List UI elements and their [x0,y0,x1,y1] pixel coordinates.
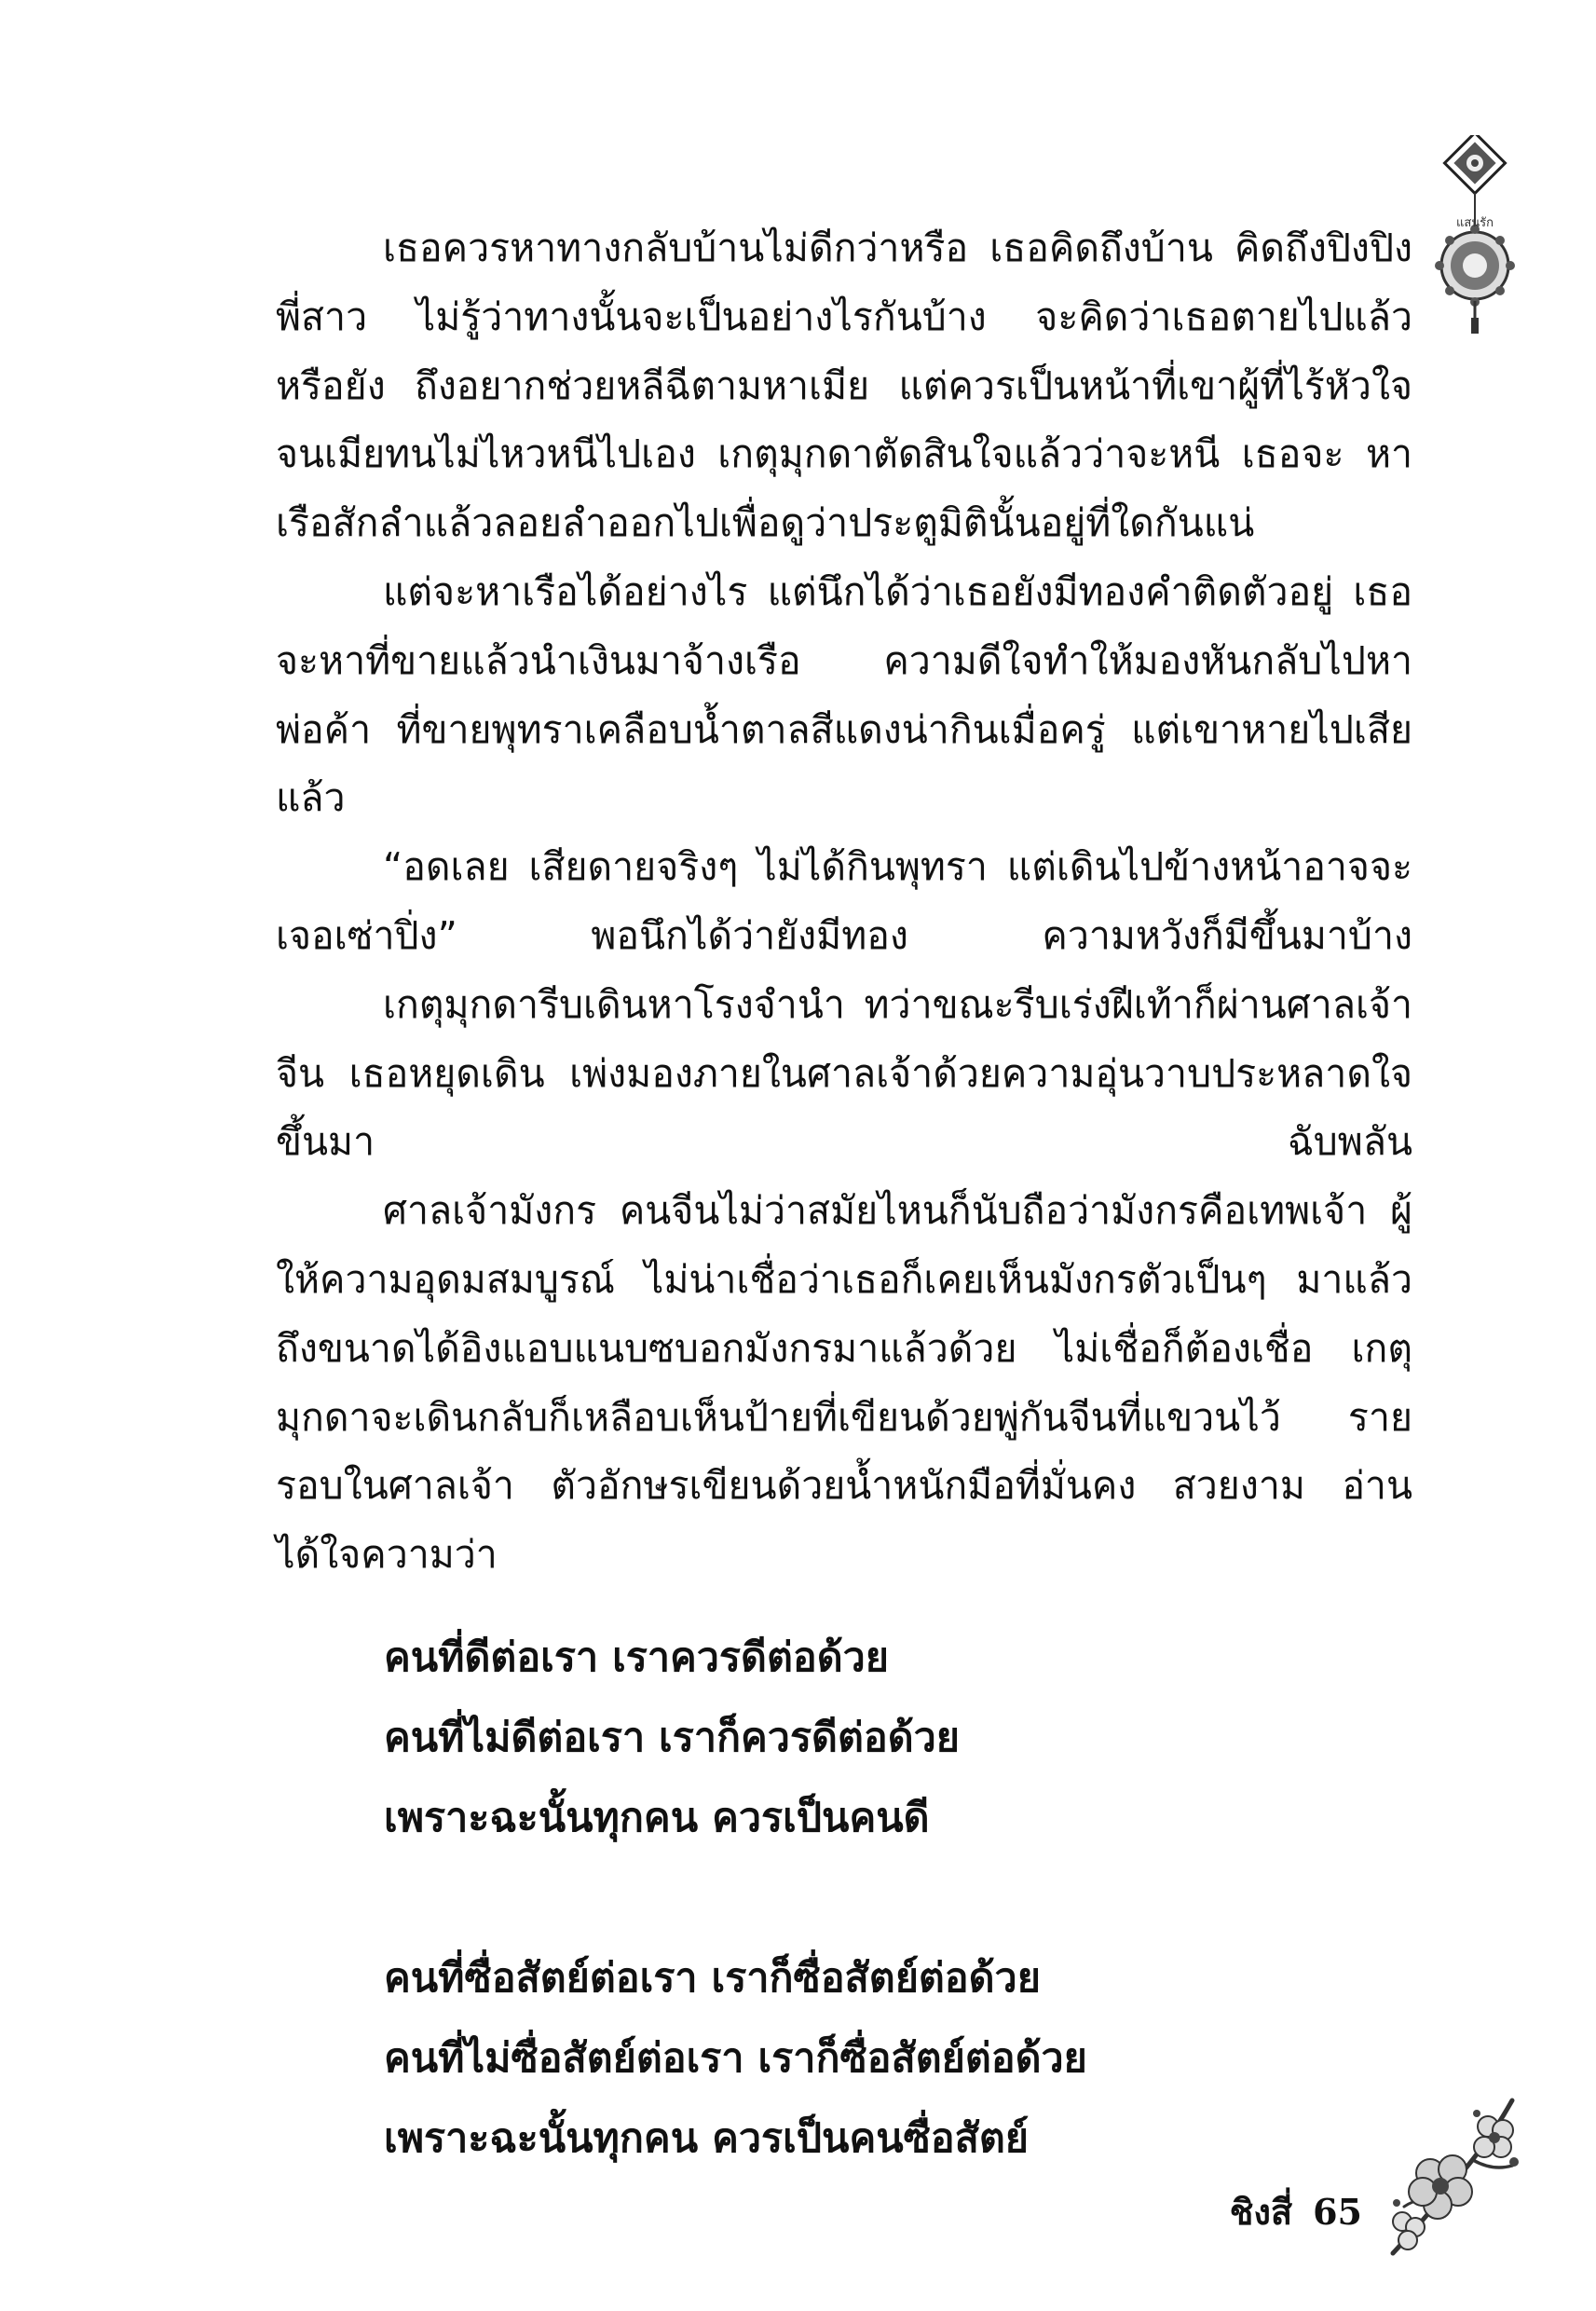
blossom-icon [1384,2095,1523,2258]
body-text [276,214,1412,1590]
text-line: จนเมียทนไม่ไหวหนีไปเอง เกตุมุกดาตัดสินใจแล้วว่าจะหนี เธอจะ [276,431,1344,477]
paragraph [276,214,1412,558]
stanza-gap [384,1858,1362,1938]
poem-line: เพราะฉะนั้นทุกคน ควรเป็นคนดี [384,1795,930,1841]
page-number: 65 [1313,2191,1362,2233]
text-line: ฉับพลัน [1287,1119,1412,1165]
text-line: ผู้ให้ความอุดมสมบูรณ์ ไม่น่าเชื่อว่าเธอก็เคยเห็นมังกรตัวเป็นๆ มาแล้ว [276,1188,1412,1302]
text-line: ศาลเจ้ามังกร คนจีนไม่ว่าสมัยไหนก็นับถือว่ามังกรคือเทพเจ้า [383,1188,1368,1234]
text-line: เธอหยุดเดิน เพ่งมองภายในศาลเจ้าด้วยความอุ่นวาบประหลาดใจขึ้นมา [276,1050,1412,1165]
text-line: ถึงขนาดได้อิงแอบแนบซบอกมังกรมาแล้วด้วย ไม่เชื่อก็ต้องเชื่อ [276,1325,1314,1371]
paragraph [276,971,1412,1177]
poem-line: คนที่ดีต่อเรา เราควรดีต่อด้วย [384,1634,889,1681]
text-line: เธอควรหาทางกลับบ้านไม่ดีกว่าหรือ เธอคิดถึงบ้าน คิดถึงปิงปิง [383,226,1412,270]
paragraph [276,1177,1412,1590]
page-footer [1194,2189,1362,2236]
text-line: หาเรือสักลำแล้วลอยลำออกไปเพื่อดูว่าประตูมิตินั้นอยู่ที่ใดกันแน่ [276,431,1412,546]
emblem-icon [1433,135,1517,335]
poem-line: เพราะฉะนั้นทุกคน ควรเป็นคนซื่อสัตย์ [384,2115,1029,2162]
text-line: เจอเซ่าปิ่ง” พอนึกได้ว่ายังมีทอง ความหวังก็มีขึ้นมาบ้าง [276,912,1412,958]
poem-line: คนที่ไม่ซื่อสัตย์ต่อเรา เราก็ซื่อสัตย์ต่อด้วย [384,2035,1087,2082]
text-line: พี่สาว ไม่รู้ว่าทางนั้นจะเป็นอย่างไรกันบ้าง จะคิดว่าเธอตายไปแล้ว [276,294,1412,339]
text-line: จะหาที่ขายแล้วนำเงินมาจ้างเรือ ความดีใจทำให้มองหันกลับไปหาพ่อค้า [276,637,1412,752]
poem-line: คนที่ไม่ดีต่อเรา เราก็ควรดีต่อด้วย [384,1715,960,1761]
text-line: ที่ขายพุทราเคลือบน้ำตาลสีแดงน่ากินเมื่อครู่ แต่เขาหายไปเสียแล้ว [276,706,1412,821]
text-line: แต่จะหาเรือได้อย่างไร แต่นึกได้ว่าเธอยังมีทองคำติดตัวอยู่ เธอ [383,568,1412,614]
poem [384,1618,1362,2179]
paragraph [276,833,1412,971]
text-line: รายรอบในศาลเจ้า ตัวอักษรเขียนด้วยน้ำหนักมือที่มั่นคง สวยงาม [276,1394,1412,1509]
text-line: เกตุมุกดาจะเดินกลับก็เหลือบเห็นป้ายที่เขียนด้วยพู่กันจีนที่แขวนไว้ [276,1325,1412,1440]
poem-line: คนที่ซื่อสัตย์ต่อเรา เราก็ซื่อสัตย์ต่อด้วย [384,1955,1041,2002]
text-line: อ่านได้ใจความว่า [276,1463,1412,1578]
book-title: ชิงสี่ [1229,2191,1293,2233]
text-line: หรือยัง ถึงอยากช่วยหลีฉีตามหาเมีย แต่ควรเป็นหน้าที่เขาผู้ที่ไร้หัวใจ [276,362,1412,408]
emblem-label: แสนรัก [1455,216,1494,230]
paragraph [276,558,1412,833]
text-line: เกตุมุกดารีบเดินหาโรงจำนำ ทว่าขณะรีบเร่งฝีเท้าก็ผ่านศาลเจ้าจีน [276,981,1412,1096]
text-line: “อดเลย เสียดายจริงๆ ไม่ได้กินพุทรา แต่เดินไปข้างหน้าอาจจะ [383,844,1412,890]
